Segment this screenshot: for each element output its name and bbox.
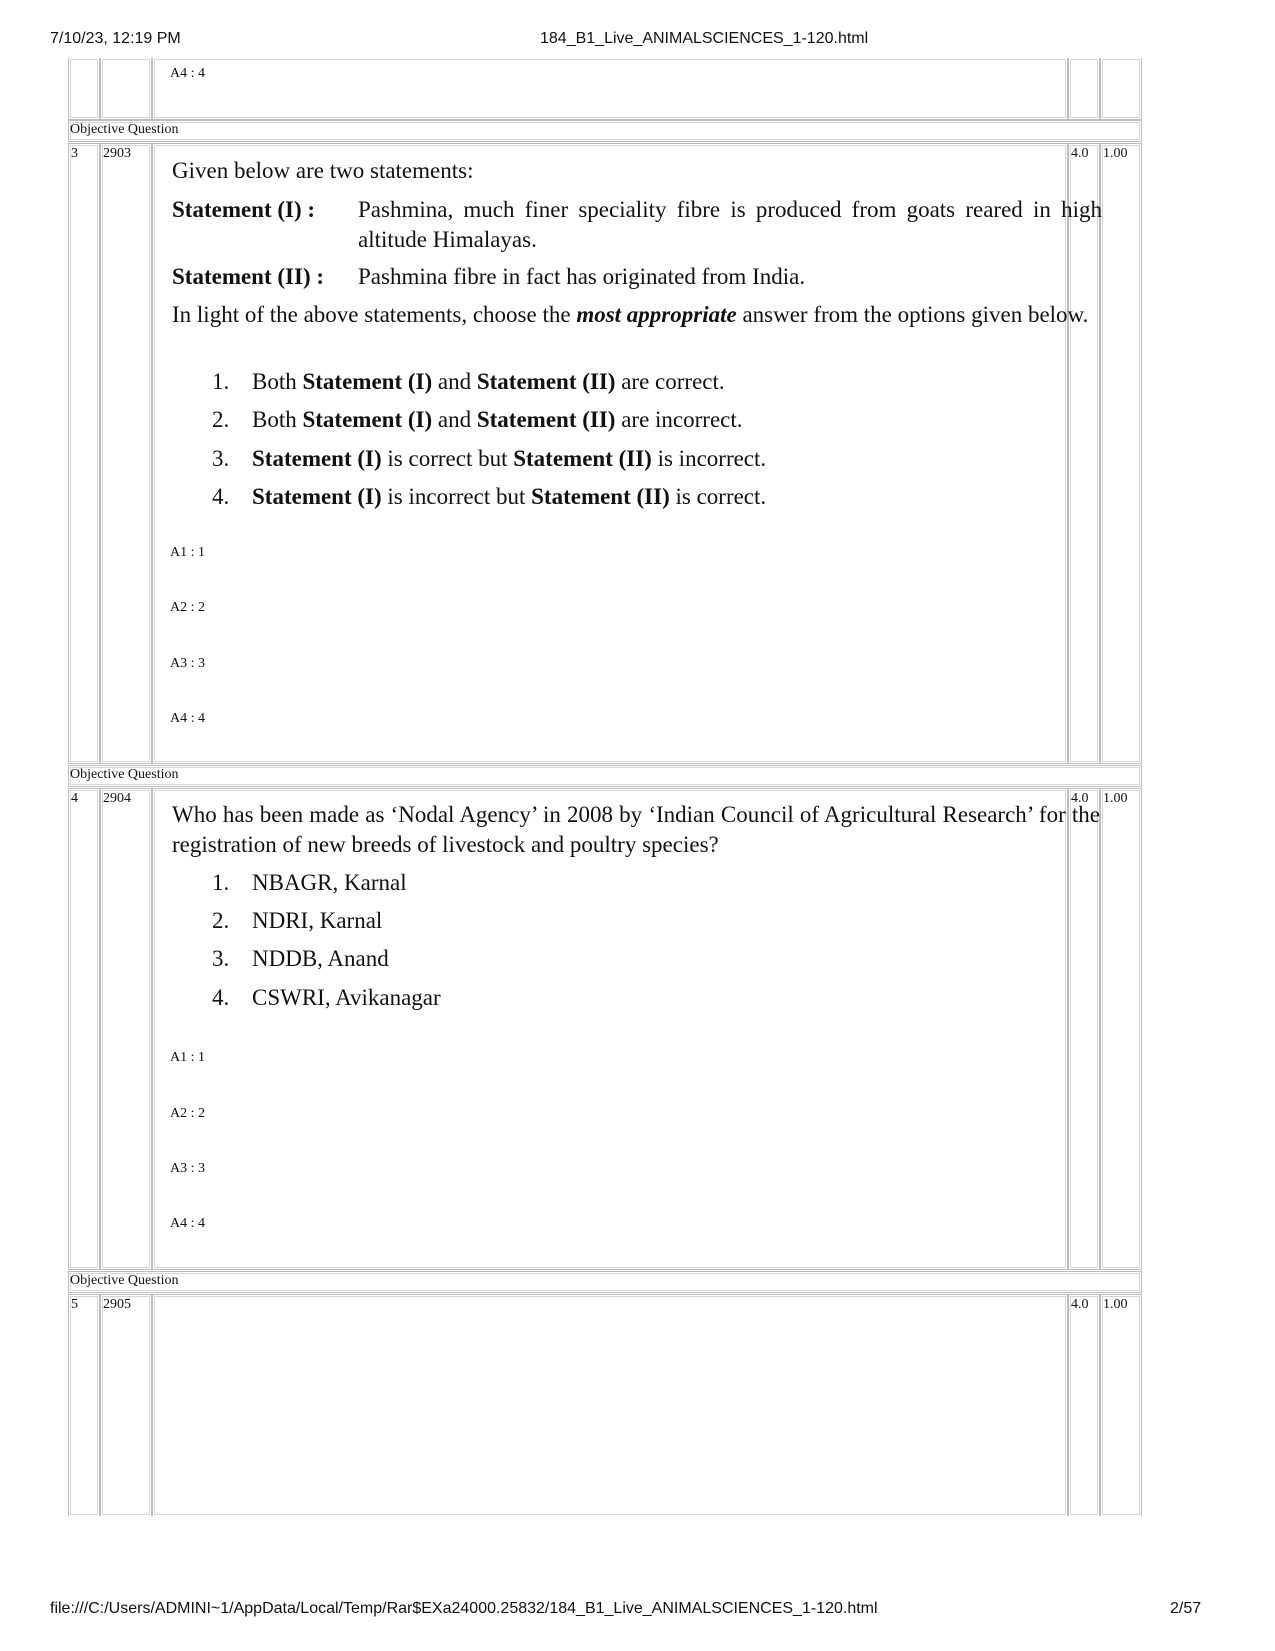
statement-2 [172, 262, 1102, 292]
neg-marks-cell [1100, 143, 1142, 764]
option-text: is incorrect but [381, 484, 532, 509]
question-text: Who has been made as ‘Nodal Agency’ in 2008 by ‘Indian Council of Agricultural Research’ for the registration of new breeds of livestock and poultry species? [172, 802, 1100, 857]
print-datetime: 7/10/23, 12:19 PM [50, 30, 181, 47]
option-number: 3. [212, 446, 230, 471]
option-number: 4. [212, 484, 230, 509]
option-text: is correct. [669, 484, 767, 509]
option-number: 2. [212, 407, 230, 432]
answer-2: A2 : 2 [170, 600, 205, 615]
option-3 [212, 944, 389, 974]
marks-value: 4.0 [1071, 791, 1089, 806]
option-text: NDDB, Anand [252, 946, 389, 971]
option-bold: Statement (I) [302, 369, 433, 394]
qid-cell [100, 1294, 152, 1516]
negative-marks-value: 1.00 [1103, 791, 1128, 806]
statement-2-text: Pashmina fibre in fact has originated from India. [358, 264, 806, 289]
answer-2: A2 : 2 [170, 1106, 205, 1121]
serial-number: 4 [71, 791, 78, 806]
question-id: 2904 [103, 791, 131, 806]
answer-4: A4 : 4 [170, 1216, 205, 1231]
section-row [68, 1271, 1142, 1293]
option-4 [212, 983, 441, 1013]
question-cell [152, 788, 1068, 1270]
instruction-part: answer from the options given below. [736, 302, 1089, 327]
prev-neg-cell [1100, 58, 1142, 120]
sno-cell [68, 788, 100, 1270]
section-label: Objective Question [70, 122, 179, 137]
question-instruction [172, 300, 1100, 330]
answer-4: A4 : 4 [170, 711, 205, 726]
instruction-emphasis: most appropriate [576, 302, 737, 327]
option-4 [212, 482, 766, 512]
statement-1 [172, 195, 1102, 255]
option-bold: Statement (I) [302, 407, 433, 432]
statement-1-text: Pashmina, much finer speciality fibre is produced from goats reared in high altitude Himalayas. [358, 197, 1102, 252]
section-row [68, 120, 1142, 142]
answer-3: A3 : 3 [170, 656, 205, 671]
option-text: NDRI, Karnal [252, 908, 383, 933]
option-bold: Statement (II) [513, 446, 652, 471]
option-text: Both [252, 369, 303, 394]
question-id: 2905 [103, 1297, 131, 1312]
option-bold: Statement (II) [476, 407, 616, 432]
prev-sno-cell [68, 58, 100, 120]
marks-value: 4.0 [1071, 1297, 1089, 1312]
option-text: is incorrect. [651, 446, 767, 471]
sno-cell [68, 143, 100, 764]
option-number: 2. [212, 908, 230, 933]
option-text: CSWRI, Avikanagar [252, 985, 441, 1010]
marks-cell [1068, 788, 1100, 1270]
option-number: 4. [212, 985, 230, 1010]
option-bold: Statement (I) [252, 446, 382, 471]
answer-1: A1 : 1 [170, 545, 205, 560]
qid-cell [100, 788, 152, 1270]
print-file-path: file:///C:/Users/ADMINI~1/AppData/Local/Temp/Rar$EXa24000.25832/184_B1_Live_ANIMALSCIENCES_1-120.html [50, 1600, 878, 1617]
marks-cell [1068, 1294, 1100, 1516]
statement-1-label: Statement (I) : [172, 197, 316, 222]
neg-marks-cell [1100, 788, 1142, 1270]
negative-marks-value: 1.00 [1103, 1297, 1128, 1312]
option-1 [212, 868, 407, 898]
question-intro: Given below are two statements: [172, 158, 474, 183]
prev-marks-cell [1068, 58, 1100, 120]
option-number: 1. [212, 369, 230, 394]
prev-qid-cell [100, 58, 152, 120]
option-bold: Statement (II) [476, 369, 616, 394]
print-page-number: 2/57 [1170, 1600, 1202, 1617]
option-text: and [432, 369, 477, 394]
prev-answer-4: A4 : 4 [170, 66, 205, 81]
print-doc-title: 184_B1_Live_ANIMALSCIENCES_1-120.html [540, 30, 869, 47]
marks-value: 4.0 [1071, 146, 1089, 161]
option-text: is correct but [381, 446, 514, 471]
section-label: Objective Question [70, 1273, 179, 1288]
option-3 [212, 444, 766, 474]
qid-cell [100, 143, 152, 764]
neg-marks-cell [1100, 1294, 1142, 1516]
serial-number: 5 [71, 1297, 78, 1312]
section-label: Objective Question [70, 767, 179, 782]
question-id: 2903 [103, 146, 131, 161]
instruction-part: In light of the above statements, choose the [172, 302, 577, 327]
option-text: are correct. [615, 369, 725, 394]
section-row [68, 765, 1142, 787]
option-text: NBAGR, Karnal [252, 870, 407, 895]
sno-cell [68, 1294, 100, 1516]
answer-1: A1 : 1 [170, 1050, 205, 1065]
option-bold: Statement (I) [252, 484, 382, 509]
statement-2-label: Statement (II) : [172, 264, 325, 289]
negative-marks-value: 1.00 [1103, 146, 1128, 161]
option-number: 1. [212, 870, 230, 895]
serial-number: 3 [71, 146, 78, 161]
question-cell [152, 1294, 1068, 1516]
option-bold: Statement (II) [531, 484, 670, 509]
option-number: 3. [212, 946, 230, 971]
option-2 [212, 906, 382, 936]
answer-3: A3 : 3 [170, 1161, 205, 1176]
option-2 [212, 405, 743, 435]
option-text: are incorrect. [615, 407, 743, 432]
option-text: and [432, 407, 477, 432]
option-text: Both [252, 407, 303, 432]
prev-question-cell [152, 58, 1068, 120]
option-1 [212, 367, 725, 397]
